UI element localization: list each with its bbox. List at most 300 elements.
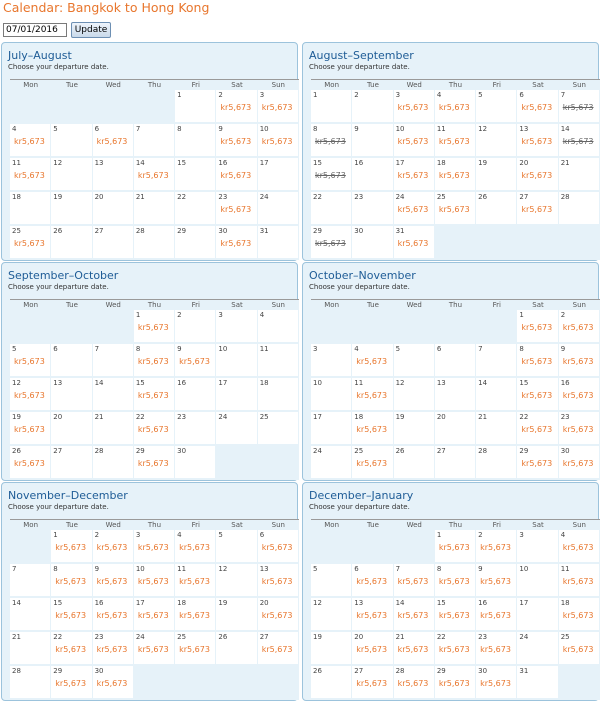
day-price[interactable]: kr5,673 (356, 645, 388, 654)
calendar-week-row (311, 192, 600, 226)
day-price[interactable]: kr5,673 (14, 357, 45, 366)
day-price[interactable]: kr5,673 (179, 577, 210, 586)
day-cell[interactable] (559, 90, 600, 124)
day-price[interactable]: kr5,673 (179, 357, 210, 366)
day-price[interactable]: kr5,673 (397, 645, 429, 654)
day-cell[interactable] (175, 530, 216, 564)
day-price[interactable]: kr5,673 (397, 611, 429, 620)
day-price[interactable]: kr5,673 (261, 543, 293, 552)
day-number: 24 (218, 413, 228, 421)
day-price[interactable]: kr5,673 (562, 459, 594, 468)
day-cell[interactable] (394, 226, 435, 260)
day-cell (476, 412, 517, 446)
day-cell[interactable] (352, 344, 393, 378)
day-cell[interactable] (51, 632, 92, 666)
day-cell (435, 344, 476, 378)
day-number: 5 (53, 125, 58, 133)
day-cell (10, 564, 51, 598)
day-number: 7 (478, 345, 483, 353)
day-price[interactable]: kr5,673 (397, 205, 429, 214)
day-price-struck[interactable]: kr5,673 (315, 171, 346, 180)
day-cell[interactable] (517, 446, 558, 480)
day-cell (517, 632, 558, 666)
day-cell[interactable] (10, 124, 51, 158)
day-price[interactable]: kr5,673 (521, 391, 553, 400)
day-price[interactable]: kr5,673 (562, 425, 594, 434)
day-cell[interactable] (559, 310, 600, 344)
day-cell[interactable] (93, 564, 134, 598)
day-price[interactable]: kr5,673 (480, 543, 511, 552)
month-subtitle: Choose your departure date. (309, 503, 410, 511)
day-cell[interactable] (517, 378, 558, 412)
day-price[interactable]: kr5,673 (55, 645, 87, 654)
day-price[interactable]: kr5,673 (356, 459, 388, 468)
day-number: 4 (354, 345, 359, 353)
day-number: 16 (94, 599, 104, 607)
weekday-label: Thu (147, 81, 162, 89)
day-price[interactable]: kr5,673 (261, 645, 293, 654)
day-cell[interactable] (559, 412, 600, 446)
day-number: 11 (259, 345, 269, 353)
day-number: 3 (135, 531, 141, 539)
calendar-week-row (10, 310, 299, 344)
day-cell[interactable] (559, 124, 600, 158)
day-price[interactable]: kr5,673 (137, 391, 169, 400)
day-number: 20 (519, 159, 529, 167)
day-price[interactable]: kr5,673 (96, 137, 128, 146)
day-price-struck[interactable]: kr5,673 (562, 137, 594, 146)
month-panel-september-october (1, 262, 298, 481)
day-cell[interactable] (352, 378, 393, 412)
day-price[interactable]: kr5,673 (137, 425, 169, 434)
day-price[interactable]: kr5,673 (356, 611, 388, 620)
day-cell[interactable] (134, 158, 175, 192)
day-number: 4 (177, 531, 182, 539)
day-number: 18 (259, 379, 269, 387)
day-number: 29 (53, 667, 63, 675)
day-price[interactable]: kr5,673 (562, 611, 594, 620)
day-cell[interactable] (559, 530, 600, 564)
day-price[interactable]: kr5,673 (438, 679, 470, 688)
day-price[interactable]: kr5,673 (521, 459, 553, 468)
day-number: 20 (354, 633, 364, 641)
day-price[interactable]: kr5,673 (562, 577, 594, 586)
day-cell[interactable] (216, 158, 257, 192)
day-cell[interactable] (10, 412, 51, 446)
day-cell[interactable] (352, 412, 393, 446)
day-cell[interactable] (51, 598, 92, 632)
day-price[interactable]: kr5,673 (137, 577, 169, 586)
day-cell[interactable] (216, 124, 257, 158)
day-number: 21 (94, 413, 104, 421)
day-cell[interactable] (216, 226, 257, 260)
day-number: 4 (12, 125, 17, 133)
day-price[interactable]: kr5,673 (521, 323, 553, 332)
day-number: 17 (135, 599, 145, 607)
day-cell[interactable] (134, 344, 175, 378)
day-number: 3 (313, 345, 318, 353)
day-cell (311, 632, 352, 666)
calendar-week-row (311, 632, 600, 666)
day-cell[interactable] (517, 344, 558, 378)
day-cell[interactable] (476, 598, 517, 632)
day-cell[interactable] (394, 158, 435, 192)
day-cell[interactable] (10, 446, 51, 480)
day-price[interactable]: kr5,673 (521, 357, 553, 366)
day-price[interactable]: kr5,673 (14, 459, 45, 468)
day-cell[interactable] (435, 598, 476, 632)
day-cell (51, 412, 92, 446)
day-cell[interactable] (517, 158, 558, 192)
day-cell (216, 344, 257, 378)
day-cell[interactable] (352, 632, 393, 666)
day-cell[interactable] (51, 564, 92, 598)
day-cell[interactable] (435, 90, 476, 124)
day-price[interactable]: kr5,673 (356, 357, 388, 366)
day-number: 13 (94, 159, 104, 167)
day-cell[interactable] (258, 564, 299, 598)
day-number: 18 (12, 193, 21, 201)
day-price[interactable]: kr5,673 (397, 577, 429, 586)
day-cell[interactable] (435, 124, 476, 158)
day-price-struck[interactable]: kr5,673 (562, 103, 594, 112)
day-price[interactable]: kr5,673 (96, 645, 128, 654)
day-cell[interactable] (93, 530, 134, 564)
weekday-header (10, 520, 299, 530)
month-panel-july-august (1, 42, 298, 261)
day-price[interactable]: kr5,673 (261, 103, 293, 112)
day-price[interactable]: kr5,673 (562, 323, 594, 332)
day-price[interactable]: kr5,673 (261, 577, 293, 586)
day-price[interactable]: kr5,673 (14, 425, 45, 434)
calendar-week-row (10, 226, 299, 260)
day-price[interactable]: kr5,673 (137, 611, 169, 620)
day-price[interactable]: kr5,673 (179, 611, 210, 620)
day-cell[interactable] (93, 666, 134, 700)
day-price[interactable]: kr5,673 (356, 679, 388, 688)
day-price[interactable]: kr5,673 (137, 323, 169, 332)
day-price[interactable]: kr5,673 (397, 171, 429, 180)
day-cell[interactable] (559, 446, 600, 480)
day-number: 3 (519, 531, 524, 539)
day-price[interactable]: kr5,673 (179, 543, 210, 552)
calendar-week-row (10, 446, 299, 480)
day-price[interactable]: kr5,673 (220, 103, 252, 112)
day-price[interactable]: kr5,673 (562, 543, 594, 552)
day-price[interactable]: kr5,673 (220, 205, 252, 214)
day-cell[interactable] (352, 446, 393, 480)
weekday-label: Thu (147, 521, 162, 529)
day-cell[interactable] (258, 530, 299, 564)
day-cell (394, 446, 435, 480)
day-cell (134, 192, 175, 226)
day-cell[interactable] (435, 564, 476, 598)
day-cell[interactable] (134, 378, 175, 412)
day-price[interactable]: kr5,673 (438, 611, 470, 620)
day-cell[interactable] (175, 632, 216, 666)
day-price[interactable]: kr5,673 (55, 679, 87, 688)
day-cell[interactable] (134, 632, 175, 666)
day-number: 1 (177, 91, 182, 99)
day-price[interactable]: kr5,673 (96, 577, 128, 586)
day-number: 5 (478, 91, 483, 99)
day-cell[interactable] (559, 378, 600, 412)
day-number: 30 (218, 227, 228, 235)
day-number: 15 (177, 159, 187, 167)
day-number: 13 (53, 379, 63, 387)
day-price-struck[interactable]: kr5,673 (315, 239, 346, 248)
day-cell[interactable] (93, 124, 134, 158)
day-cell[interactable] (394, 124, 435, 158)
day-cell[interactable] (10, 344, 51, 378)
weekday-label: Sat (532, 521, 544, 529)
day-cell[interactable] (394, 564, 435, 598)
day-cell (134, 124, 175, 158)
day-cell (435, 446, 476, 480)
day-price[interactable]: kr5,673 (356, 577, 388, 586)
day-cell[interactable] (435, 530, 476, 564)
day-price[interactable]: kr5,673 (261, 611, 293, 620)
empty-cell (476, 310, 517, 344)
day-cell[interactable] (10, 158, 51, 192)
day-cell (311, 344, 352, 378)
day-cell[interactable] (352, 598, 393, 632)
day-number: 9 (94, 565, 100, 573)
day-price[interactable]: kr5,673 (137, 459, 169, 468)
day-cell[interactable] (258, 124, 299, 158)
day-cell[interactable] (435, 158, 476, 192)
day-cell[interactable] (559, 564, 600, 598)
day-cell[interactable] (216, 90, 257, 124)
day-number: 29 (436, 667, 446, 675)
day-price[interactable]: kr5,673 (220, 239, 252, 248)
day-cell[interactable] (10, 378, 51, 412)
day-number: 13 (436, 379, 446, 387)
day-price[interactable]: kr5,673 (397, 679, 429, 688)
day-number: 10 (395, 125, 405, 133)
day-cell (476, 344, 517, 378)
calendar-week-row (311, 90, 600, 124)
day-cell[interactable] (476, 564, 517, 598)
day-price[interactable]: kr5,673 (96, 543, 128, 552)
weekday-label: Fri (191, 301, 200, 309)
day-cell[interactable] (559, 344, 600, 378)
day-cell (10, 598, 51, 632)
day-cell[interactable] (394, 598, 435, 632)
day-cell[interactable] (134, 446, 175, 480)
day-price[interactable]: kr5,673 (14, 391, 45, 400)
day-cell[interactable] (352, 666, 393, 700)
day-cell[interactable] (352, 564, 393, 598)
day-number: 12 (395, 379, 405, 387)
day-price[interactable]: kr5,673 (562, 391, 594, 400)
day-price[interactable]: kr5,673 (521, 137, 553, 146)
day-cell[interactable] (476, 530, 517, 564)
day-price[interactable]: kr5,673 (96, 679, 128, 688)
day-number: 6 (94, 125, 100, 133)
day-price[interactable]: kr5,673 (137, 357, 169, 366)
day-price[interactable]: kr5,673 (480, 645, 511, 654)
weekday-label: Wed (406, 301, 422, 309)
day-number: 12 (218, 565, 228, 573)
day-number: 11 (177, 565, 187, 573)
weekday-header (10, 300, 299, 310)
weekday-label: Mon (23, 521, 39, 529)
day-price[interactable]: kr5,673 (96, 611, 128, 620)
day-price[interactable]: kr5,673 (137, 645, 169, 654)
day-cell[interactable] (517, 192, 558, 226)
day-cell[interactable] (216, 192, 257, 226)
day-number: 15 (53, 599, 63, 607)
day-cell[interactable] (394, 632, 435, 666)
day-price[interactable]: kr5,673 (438, 103, 470, 112)
empty-cell (258, 446, 299, 480)
day-number: 11 (560, 565, 570, 573)
day-price[interactable]: kr5,673 (438, 543, 470, 552)
day-number: 22 (53, 633, 63, 641)
day-cell[interactable] (175, 344, 216, 378)
day-cell[interactable] (559, 598, 600, 632)
day-cell[interactable] (517, 310, 558, 344)
day-cell[interactable] (559, 632, 600, 666)
day-cell[interactable] (517, 412, 558, 446)
day-cell[interactable] (311, 226, 352, 260)
calendar-week-row (311, 446, 600, 480)
day-price[interactable]: kr5,673 (562, 645, 594, 654)
day-price[interactable]: kr5,673 (562, 357, 594, 366)
day-price[interactable]: kr5,673 (55, 611, 87, 620)
day-number: 8 (436, 565, 442, 573)
day-price[interactable]: kr5,673 (55, 577, 87, 586)
day-price[interactable]: kr5,673 (14, 171, 45, 180)
day-price[interactable]: kr5,673 (220, 171, 252, 180)
day-price[interactable]: kr5,673 (521, 103, 553, 112)
day-price[interactable]: kr5,673 (438, 577, 470, 586)
day-number: 20 (94, 193, 104, 201)
weekday-label: Mon (324, 81, 340, 89)
day-price-struck[interactable]: kr5,673 (315, 137, 346, 146)
day-price[interactable]: kr5,673 (438, 645, 470, 654)
day-price[interactable]: kr5,673 (137, 543, 169, 552)
weekday-label: Sun (271, 301, 285, 309)
day-cell[interactable] (93, 632, 134, 666)
date-input[interactable] (3, 23, 67, 37)
day-cell[interactable] (51, 530, 92, 564)
weekday-label: Tue (65, 301, 78, 309)
day-cell[interactable] (134, 564, 175, 598)
day-number: 24 (313, 447, 322, 455)
day-price[interactable]: kr5,673 (521, 205, 553, 214)
day-cell (10, 192, 51, 226)
day-number: 16 (218, 159, 228, 167)
day-price[interactable]: kr5,673 (220, 137, 252, 146)
day-price[interactable]: kr5,673 (261, 137, 293, 146)
calendar-week-row (311, 530, 600, 564)
day-cell[interactable] (394, 192, 435, 226)
day-cell[interactable] (10, 226, 51, 260)
day-cell[interactable] (134, 412, 175, 446)
day-cell[interactable] (175, 598, 216, 632)
day-price[interactable]: kr5,673 (480, 679, 511, 688)
day-price[interactable]: kr5,673 (179, 645, 210, 654)
weekday-label: Mon (23, 81, 39, 89)
day-cell (51, 158, 92, 192)
day-cell[interactable] (134, 530, 175, 564)
day-cell (311, 378, 352, 412)
day-price[interactable]: kr5,673 (14, 239, 45, 248)
day-price[interactable]: kr5,673 (137, 171, 169, 180)
day-number: 16 (354, 159, 364, 167)
empty-cell (51, 90, 92, 124)
calendar-week-row (10, 344, 299, 378)
day-price[interactable]: kr5,673 (438, 137, 470, 146)
weekday-label: Fri (492, 521, 501, 529)
day-cell[interactable] (93, 598, 134, 632)
day-price[interactable]: kr5,673 (438, 171, 470, 180)
day-cell[interactable] (435, 666, 476, 700)
calendar-week-row (311, 124, 600, 158)
day-cell[interactable] (134, 310, 175, 344)
weekday-label: Fri (492, 81, 501, 89)
day-cell (175, 412, 216, 446)
day-cell[interactable] (517, 90, 558, 124)
day-number: 8 (313, 125, 318, 133)
update-button[interactable]: Update (71, 22, 111, 38)
day-price[interactable]: kr5,673 (14, 137, 45, 146)
day-cell[interactable] (394, 666, 435, 700)
day-cell[interactable] (258, 598, 299, 632)
day-cell (216, 378, 257, 412)
day-number: 15 (519, 379, 529, 387)
day-number: 24 (395, 193, 405, 201)
day-cell[interactable] (51, 666, 92, 700)
day-price[interactable]: kr5,673 (55, 543, 87, 552)
day-price[interactable]: kr5,673 (521, 425, 553, 434)
day-cell (51, 446, 92, 480)
day-cell[interactable] (476, 632, 517, 666)
day-price[interactable]: kr5,673 (397, 137, 429, 146)
day-price[interactable]: kr5,673 (438, 205, 470, 214)
day-cell[interactable] (258, 90, 299, 124)
day-price[interactable]: kr5,673 (521, 171, 553, 180)
day-cell[interactable] (435, 192, 476, 226)
day-cell[interactable] (394, 90, 435, 124)
day-cell[interactable] (258, 632, 299, 666)
empty-cell (134, 90, 175, 124)
day-cell[interactable] (435, 632, 476, 666)
day-number: 24 (135, 633, 145, 641)
day-cell[interactable] (175, 564, 216, 598)
day-cell[interactable] (134, 598, 175, 632)
day-price[interactable]: kr5,673 (397, 103, 429, 112)
weekday-label: Fri (492, 301, 501, 309)
day-cell[interactable] (476, 666, 517, 700)
day-cell (352, 226, 393, 260)
month-panel-august-september (302, 42, 599, 261)
day-number: 10 (259, 125, 269, 133)
day-price[interactable]: kr5,673 (480, 611, 511, 620)
day-price[interactable]: kr5,673 (480, 577, 511, 586)
day-cell[interactable] (517, 124, 558, 158)
calendar-week-row (10, 666, 299, 700)
day-price[interactable]: kr5,673 (356, 425, 388, 434)
day-cell[interactable] (311, 124, 352, 158)
day-price[interactable]: kr5,673 (397, 239, 429, 248)
day-cell (352, 124, 393, 158)
day-cell[interactable] (311, 158, 352, 192)
day-price[interactable]: kr5,673 (356, 391, 388, 400)
day-cell (258, 344, 299, 378)
